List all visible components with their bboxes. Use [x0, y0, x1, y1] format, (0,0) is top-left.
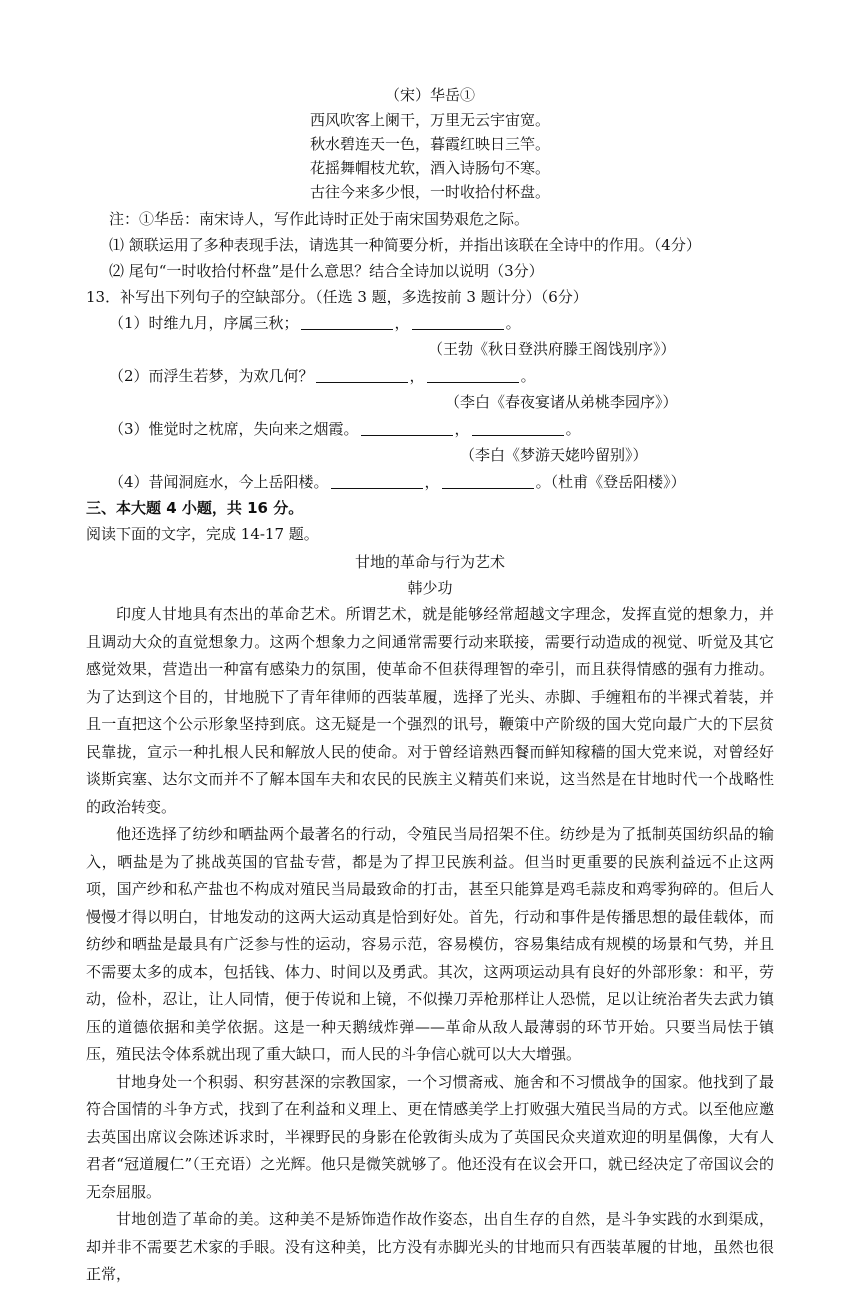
fill-item-source: （李白《梦游天姥吟留别》）: [460, 446, 648, 464]
article-title: 甘地的革命与行为艺术: [354, 553, 505, 571]
fill-item-3: [0, 416, 860, 442]
reading-instruction: 阅读下面的文字，完成 14-17 题。: [86, 525, 319, 543]
separator: ，: [409, 367, 425, 385]
poem-line: 花摇舞帽枝尤软，酒入诗肠句不寒。: [309, 159, 550, 177]
answer-blank[interactable]: [427, 366, 519, 383]
answer-blank[interactable]: [331, 472, 423, 489]
article-paragraph: 甘地身处一个积弱、积穷甚深的宗教国家，一个习惯斋戒、施舍和不习惯战争的国家。他找到了最符合国情的斗争方式，找到了在利益和义理上、更在情感美学上打败强大殖民当局的方式。以至他应邀去英国出席议会陈述诉求时，半裸野民的身影在伦敦街头成为了英国民众夹道欢迎的明星偶像，大有人君者“冠道履仁”（王充语）之光辉。他只是微笑就够了。他还没有在议会开口，就已经决定了帝国议会的无奈屈服。: [86, 1072, 774, 1201]
fill-item-text: （4）昔闻洞庭水，今上岳阳楼。: [109, 473, 329, 491]
answer-blank[interactable]: [301, 313, 393, 330]
article-paragraph: 印度人甘地具有杰出的革命艺术。所谓艺术，就是能够经常超越文字理念，发挥直觉的想象力，并且调动大众的直觉想象力。这两个想象力之间通常需要行动来联接，需要行动造成的视觉、听觉及其它感觉效果，营造出一种富有感染力的氛围，使革命不但获得理智的牵引，而且获得情感的强有力推动。为了达到这个目的，甘地脱下了青年律师的西装革履，选择了光头、赤脚、手缠粗布的半裸式着装，并且一直把这个公示形象坚持到底。这无疑是一个强烈的讯号，鞭策中产阶级的国大党向最广大的下层贫民靠拢，宣示一种扎根人民和解放人民的使命。对于曾经谙熟西餐而鲜知稼穑的国大党来说，对曾经好谈斯宾塞、达尔文而并不了解本国车夫和农民的民族主义精英们来说，这当然是在甘地时代一个战略性的政治转变。: [86, 605, 774, 816]
section-heading: 三、本大题 4 小题，共 16 分。: [86, 499, 304, 517]
answer-blank[interactable]: [316, 366, 408, 383]
fill-item-text: （3）惟觉时之枕席，失向来之烟霞。: [109, 420, 359, 438]
separator: ，: [394, 314, 410, 332]
fill-item-text: （2）而浮生若梦，为欢几何？: [109, 367, 314, 385]
question-13-heading: 13．补写出下列句子的空缺部分。（任选 3 题，多选按前 3 题计分）（6分）: [86, 288, 588, 306]
article-paragraph: 甘地创造了革命的美。这种美不是矫饰造作故作姿态，出自生存的自然，是斗争实践的水到渠成，却并非不需要艺术家的手眼。没有这种美，比方没有赤脚光头的甘地而只有西装革履的甘地，虽然也很正常，: [86, 1210, 774, 1283]
fill-item-2: [0, 363, 860, 389]
question-12-1: ⑴ 颔联运用了多种表现手法，请选其一种简要分析，并指出该联在全诗中的作用。（4分）: [109, 236, 701, 254]
fill-item-source: （李白《春夜宴诸从弟桃李园序》）: [445, 393, 678, 411]
end-mark: 。: [565, 420, 581, 438]
end-mark: 。: [505, 314, 521, 332]
separator: ，: [424, 473, 440, 491]
fill-item-text: （1）时维九月，序属三秋；: [109, 314, 299, 332]
article-paragraph: 他还选择了纺纱和晒盐两个最著名的行动，令殖民当局招架不住。纺纱是为了抵制英国纺织品的输入，晒盐是为了挑战英国的官盐专营，都是为了捍卫民族利益。但当时更重要的民族利益远不止这两项，国产纱和私产盐也不构成对殖民当局最致命的打击，甚至只能算是鸡毛蒜皮和鸡零狗碎的。但后人慢慢才得以明白，甘地发动的这两大运动真是恰到好处。首先，行动和事件是传播思想的最佳载体，而纺纱和晒盐是最具有广泛参与性的运动，容易示范，容易模仿，容易集结成有规模的场景和气势，并且不需要太多的成本，包括钱、体力、时间以及勇武。其次，这两项运动具有良好的外部形象：和平，劳动，俭朴，忍让，让人同情，便于传说和上镜，不似操刀弄枪那样让人恐慌，足以让统治者失去武力镇压的道德依据和美学依据。这是一种天鹅绒炸弹——革命从敌人最薄弱的环节开始。只要当局怯于镇压，殖民法令体系就出现了重大缺口，而人民的斗争信心就可以大大增强。: [86, 825, 774, 1063]
fill-item-source: （王勃《秋日登洪府滕王阁饯别序》）: [428, 340, 676, 358]
poem-title: （宋）华岳①: [384, 86, 475, 104]
poem-line: 秋水碧连天一色，暮霞红映日三竿。: [309, 135, 550, 153]
end-mark: 。（杜甫《登岳阳楼》）: [535, 473, 686, 491]
fill-item-1: [0, 310, 860, 336]
answer-blank[interactable]: [361, 419, 453, 436]
separator: ，: [454, 420, 470, 438]
answer-blank[interactable]: [412, 313, 504, 330]
poem-line: 西风吹客上阑干，万里无云宇宙宽。: [309, 111, 550, 129]
question-12-2: ⑵ 尾句“一时收拾付杯盘”是什么意思？结合全诗加以说明（3分）: [109, 262, 544, 280]
end-mark: 。: [520, 367, 536, 385]
fill-item-4: [0, 469, 860, 495]
poem-line: 古往今来多少恨，一时收拾付杯盘。: [309, 183, 550, 201]
answer-blank[interactable]: [472, 419, 564, 436]
poem-note: 注：①华岳：南宋诗人，写作此诗时正处于南宋国势艰危之际。: [109, 210, 530, 228]
article-author: 韩少功: [407, 579, 453, 597]
answer-blank[interactable]: [442, 472, 534, 489]
